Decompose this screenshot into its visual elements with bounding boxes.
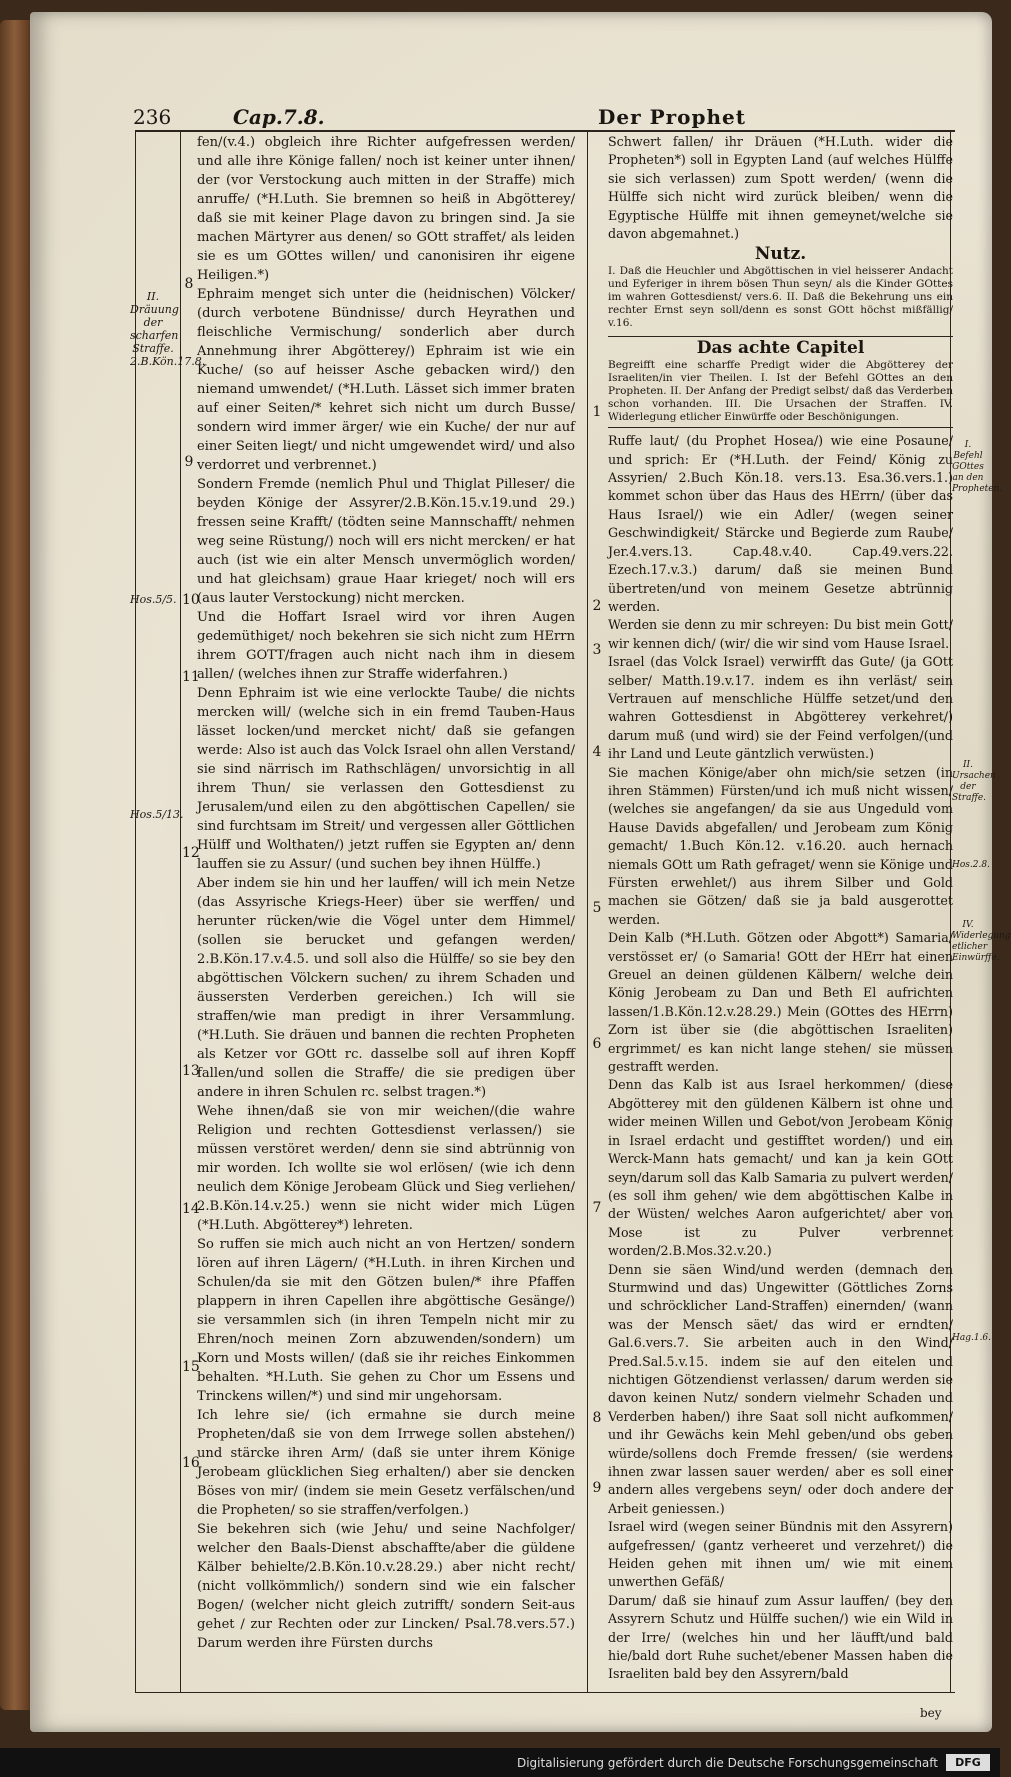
verse-text: Dein Kalb (*H.Luth. Götzen oder Abgott*) Samaria/ verstösset er/ (o Samaria! GOtt der HErr hat einen Greuel an deinen güldenen Kälbern/ welche dein König Jerobeam zu Dan und Beth El aufrichten lassen/1.B.Kön.12.v.28.29.) Mein (GOttes des HErrn) Zorn ist über sie (die abgöttischen Israeliten) ergrimmet/ es kan nicht lange stehen/ sie müssen gestrafft werden. [608, 930, 953, 1075]
verse-text: Sie machen Könige/aber ohn mich/sie setzen (in ihren Stämmen) Fürsten/und ich muß nicht wissen/ (welches sie angefangen/ da sie aus Ungeduld vom Hause Davids abgefallen/ und Jerobeam zum König gemacht/ 1.Buch Kön.12. v.16.20. auch hernach niemals GOtt um Rath gefraget/ wenn sie Könige und Fürsten erwehlet/) aus ihrem Silber und Gold machen sie Götzen/ daß sie ja bald ausgerottet werden. [608, 764, 953, 927]
verse-number: 11 [182, 669, 200, 685]
verse-number: 6 [592, 1036, 602, 1052]
verse-text: Ich lehre sie/ (ich ermahne sie durch meine Propheten/daß sie von dem Irrwege sollen abstehen/) und stärcke ihren Arm/ (daß sie unter ihrem Könige Jerobeam glücklichen Sieg erhalten/) aber sie dencken Böses von mir/ (indem sie mein Gesetz verfälschen/und die Propheten/ so sie straffen/verfolgen.) [197, 1408, 575, 1518]
verse-text: Israel wird (wegen seiner Bündnis mit den Assyrern) aufgefressen/ (gantz verheeret und verzehret/) die Heiden gehen mit ihnen um/ wie mit einem unwerthen Gefäß/ [608, 1519, 953, 1590]
verse-text: Wehe ihnen/daß sie von mir weichen/(die wahre Religion und rechten Gottesdienst verlassen/) sie müssen verstöret werden/ denn sie sind abtrünnig von mir worden. Ich wollte sie wol erlösen/ (wie ich denn neulich dem Könige Jerobeam Glück und Sieg verliehen/ 2.B.Kön.14.v.25.) wenn sie nicht wider mich Lügen (*H.Luth. Abgötterey*) lehreten. [197, 1104, 575, 1233]
margin-note-hos-5-13: Hos.5/13. [130, 808, 184, 821]
verse-text: Und die Hoffart Israel wird vor ihren Augen gedemüthiget/ noch bekehren sie sich nicht zum HErrn ihrem GOTT/fragen auch nicht nach ihm in diesem allen/ (welches ihnen zur Straffe widerfahren.) [197, 610, 575, 682]
verse-number: 16 [182, 1455, 200, 1471]
verse-text: So ruffen sie mich auch nicht an von Hertzen/ sondern lören auf ihren Lägern/ (*H.Luth. in ihren Kirchen und Schulen/da sie mit den Götzen bulen/* ihre Pfaffen plappern in ihren Capellen ihre abgöttische Gesänge/) sie versammlen sich (in ihren Tempeln nicht mir zu Ehren/noch meinen Zorn abzuwenden/sondern) um Korn und Mosts willen/ (daß sie ihr reiches Einkommen behalten. *H.Luth. Sie gehen zu Chor um Essens und Trinckens willen/*) und sind mir ungehorsam. [197, 1237, 575, 1404]
verse-text: Sie bekehren sich (wie Jehu/ und seine Nachfolger/ welcher den Baals-Dienst abschaffte/aber die güldene Kälber behielte/2.B.Kön.10.v.28.29.) aber nicht recht/ (nicht vollkömmlich/) sondern sind wie ein falscher Bogen/ (welcher nicht gleich zutrifft/ sondern Seit-aus gehet / zur Rechten oder zur Lincken/ Psal.78.vers.57.) Darum werden ihre Fürsten durchs [197, 1522, 575, 1651]
page-number: 236 [133, 105, 172, 129]
running-title: Der Prophet [598, 105, 746, 129]
dfg-logo: DFG [946, 1754, 990, 1771]
left-column [197, 133, 575, 1653]
verse-text: Darum/ daß sie hinauf zum Assur lauffen/ (bey den Assyrern Schutz und Hülffe suchen/) wie ein Wild in der Irre/ (welches hin und her läufft/und bald hie/bald dort Ruhe suchet/ebener Massen haben die Israeliten bald bey den Assyrern/bald [608, 1592, 953, 1682]
verse-number: 14 [182, 1201, 200, 1217]
right-column [608, 133, 953, 1684]
chapter-summary: Begreifft eine scharffe Predigt wider die Abgötterey der Israeliten/in vier Theilen. I. Ist der Befehl GOttes an den Propheten. II. Der Anfang der Predigt selbst/ daß das Verderben schon vorhanden. III. Die Ursachen der Straffen. IV. Widerlegung etlicher Einwürffe oder Beschönigungen. [608, 359, 953, 428]
verse-text: Denn das Kalb ist aus Israel herkommen/ (diese Abgötterey mit den güldenen Kälbern ist ohne und wider meinen Willen und Gebot/von Jerobeam König in Israel erdacht und gestifftet worden/) und ein Werck-Mann hats gemacht/ und kan ja kein GOtt seyn/darum soll das Kalb Samaria zu pulvert werden/ (es soll ihm gehen/ wie dem abgöttischen Kalbe in der Wüsten/ welches Aaron aufgerichtet/ aber von Mose ist zu Pulver verbrennet worden/2.B.Mos.32.v.20.) [608, 1077, 953, 1259]
verse-number: 9 [592, 1480, 602, 1496]
margin-note-drauung: II. Dräuung der scharfen Straffe. 2.B.Kön.17.8. [130, 290, 206, 368]
verse-text: Ruffe laut/ (du Prophet Hosea/) wie eine Posaune/ und sprich: Er (*H.Luth. der Feind/ König zu Assyrien/ 2.Buch Kön.18. vers.13. Esa.36.vers.1.) kommet schon über das Haus des HErrn/ (über das Haus Israel/) wie ein Adler/ (wegen seiner Geschwindigkeit/ Stärcke und Begierde zum Raube/ Jer.4.vers.13. Cap.48.v.40. Cap.49.vers.22. Ezech.17.v.3.) darum/ daß sie meinen Bund übertreten/und von meinem Gesetze abtrünnig werden. [608, 433, 953, 614]
margin-note-befehl: I. Befehl GOttes an den Propheten. [952, 440, 1003, 494]
verse-number: 12 [182, 845, 200, 861]
funding-credit: Digitalisierung gefördert durch die Deutsche Forschungsgemeinschaft [516, 1756, 938, 1770]
verse-text: Denn sie säen Wind/und werden (demnach den Sturmwind und das) Ungewitter (Göttliches Zorns und schröcklicher Land-Straffen) einernden/ (wann was der Mensch säet/ das wird er erndten/ Gal.6.vers.7. Sie arbeiten auch in den Wind/ Pred.Sal.5.v.15. indem sie auf den eitelen und nichtigen Götzendienst verlassen/ darum werden sie davon keinen Nutz/ sondern vielmehr Schaden und Verderben haben/) ihre Saat soll nicht aufkommen/ und ihr Gewächs kein Mehl geben/und obs geben würde/sollens doch Fremde fressen/ (sie werdens ihnen zwar lassen sauer werden/ aber es soll einer andern alles vergebens seyn/ oder doch andere der Arbeit geniessen.) [608, 1261, 953, 1516]
header-rule [135, 130, 955, 132]
verse-number: 8 [592, 1410, 602, 1426]
verse-number: 8 [184, 276, 194, 292]
verse-number: 4 [592, 744, 602, 760]
chapter-heading: Das achte Capitel [608, 336, 953, 357]
verse-number: 10 [182, 592, 200, 608]
page-header [133, 105, 958, 129]
margin-note-hag-1-6: Hag.1.6. [952, 1333, 992, 1343]
verse-number: 15 [182, 1359, 200, 1375]
chapter7-ending: Schwert fallen/ ihr Dräuen (*H.Luth. wider die Propheten*) soll in Egypten Land (auf welches Hülffe sie sich verlassen) zum Spott werden/ (wenn die Hülffe sich nicht wird zurück bleiben/ wenn die Egyptische Hülffe mit ihnen gemeynet/welche sie davon abgemahnet.) [608, 134, 953, 242]
verse-text: Israel (das Volck Israel) verwirfft das Gute/ (ja GOtt selber/ Matth.19.v.17. indem es ihn verläst/ sein Vertrauen auf menschliche Hülffe setzet/und den wahren Gottesdienst in Abgötterey verkehret/) darum muß (und wird) sie der Feind verfolgen/(und ihr Land und Leute gäntzlich verwüsten.) [608, 654, 953, 762]
verse-number: 2 [592, 598, 602, 614]
margin-note-hos-5-5: Hos.5/5. [130, 593, 177, 606]
frame-bottom-rule [135, 1692, 955, 1693]
margin-note-hos-2-8: Hos.2.8. [952, 860, 990, 870]
verse-text: Werden sie denn zu mir schreyen: Du bist mein Gott/ wir kennen dich/ (wir/ die wir sind vom Hause Israel. [608, 617, 953, 651]
catchword: bey [920, 1706, 942, 1720]
verse-text: Ephraim menget sich unter die (heidnischen) Völcker/ (durch verbotene Bündnisse/ durch Heyrathen und fleischliche Vermischung/ sonderlich aber durch Annehmung ihrer Abgötterey/) Ephraim ist wie ein Kuche/ (so auf heisser Asche gebacken wird/) den niemand umwendet/ (*H.Luth. Lässet sich immer braten auf einer Seiten/* kehret sich nicht um durch Busse/ sondern wird immer ärger/ wie ein Kuche/ der nur auf einer Seiten liegt/ und nicht umgewendet wird/ und also verdorret und verbrennet.) [197, 287, 575, 473]
verse-text: Aber indem sie hin und her lauffen/ will ich mein Netze (das Assyrische Kriegs-Heer) über sie werffen/ und herunter rücken/wie die Vögel unter dem Himmel/ (sollen sie berucket und gefangen werden/ 2.B.Kön.17.v.4.5. und soll also die Hülffe/ so sie bey den abgöttischen Völckern suchen/ zu ihrem Schaden und äussersten Verderben gereichen.) Ich will sie straffen/wie man predigt in ihrer Versammlung. (*H.Luth. Sie dräuen und bannen die rechten Propheten als Ketzer vor GOtt rc. dasselbe soll auf ihren Kopff fallen/und sollen die Straffe/ die sie predigen über andere in ihren Schulen rc. selbst tragen.*) [197, 876, 575, 1100]
verse-number: 3 [592, 642, 602, 658]
verse-text: Sondern Fremde (nemlich Phul und Thiglat Pilleser/ die beyden Könige der Assyrer/2.B.Kön.15.v.19.und 29.) fressen seine Krafft/ (tödten seine Mannschafft/ nehmen weg seine Rüstung/) noch will ers nicht mercken/ er hat auch (ist wie ein alter Mensch unvermöglich worden/ und hat gleichsam) graue Haar krieget/ noch will ers (aus lauter Verstockung) nicht mercken. [197, 477, 575, 606]
verse-text: Denn Ephraim ist wie eine verlockte Taube/ die nichts mercken will/ (welche sich in ein fremd Tauben-Haus lässet locken/und mercket nicht/ daß sie gefangen werde: Also ist auch das Volck Israel ohn allen Verstand/ sie sind närrisch im Rathschlägen/ unvorsichtig in all ihrem Thun/ sie verlassen den Gottesdienst zu Jerusalem/und eilen zu den abgöttischen Capellen/ sie sind furchtsam im Streit/ und vergessen aller Göttlichen Hülff und Wolthaten/) jetzt ruffen sie Egypten an/ denn lauffen sie zu Assur/ (und suchen bey ihnen Hülffe.) [197, 686, 575, 872]
chapter-reference: Cap.7.8. [233, 105, 325, 129]
verse-text: fen/(v.4.) obgleich ihre Richter aufgefressen werden/ und alle ihre Könige fallen/ noch ist keiner unter ihnen/ der (vor Verstockung auch mitten in der Straffe) mich anruffe/ (*H.Luth. Sie bremnen so heiß in Abgötterey/ daß sie mit keiner Plage davon zu bringen sind. Ja sie machen Märtyrer aus denen/ so GOtt straffet/ als leiden sie es um GOttes willen/ und canonisiren ihr eigene Heiligen.*) [197, 135, 575, 283]
digitization-footer [0, 1748, 1000, 1777]
margin-note-ursachen: II. Ursachen der Straffe. [952, 760, 996, 803]
verse-number: 7 [592, 1200, 602, 1216]
verse-number: 5 [592, 900, 602, 916]
verse-number: 1 [592, 404, 602, 420]
nutz-text: I. Daß die Heuchler und Abgöttischen in viel heisserer Andacht und Eyferiger in ihrem bösen Thun seyn/ als die Kinder GOttes im wahren Gottesdienst/ vers.6. II. Daß die Bekehrung uns ein rechter Ernst seyn soll/denn es sonst GOtt höchst mißfällig/ v.16. [608, 264, 953, 329]
column-divider [587, 130, 588, 1692]
margin-note-widerlegung: IV. Widerlegung etlicher Einwürffe. [952, 920, 1011, 963]
verse-number: 13 [182, 1063, 200, 1079]
verse-number: 9 [184, 454, 194, 470]
nutz-heading: Nutz. [754, 244, 807, 265]
